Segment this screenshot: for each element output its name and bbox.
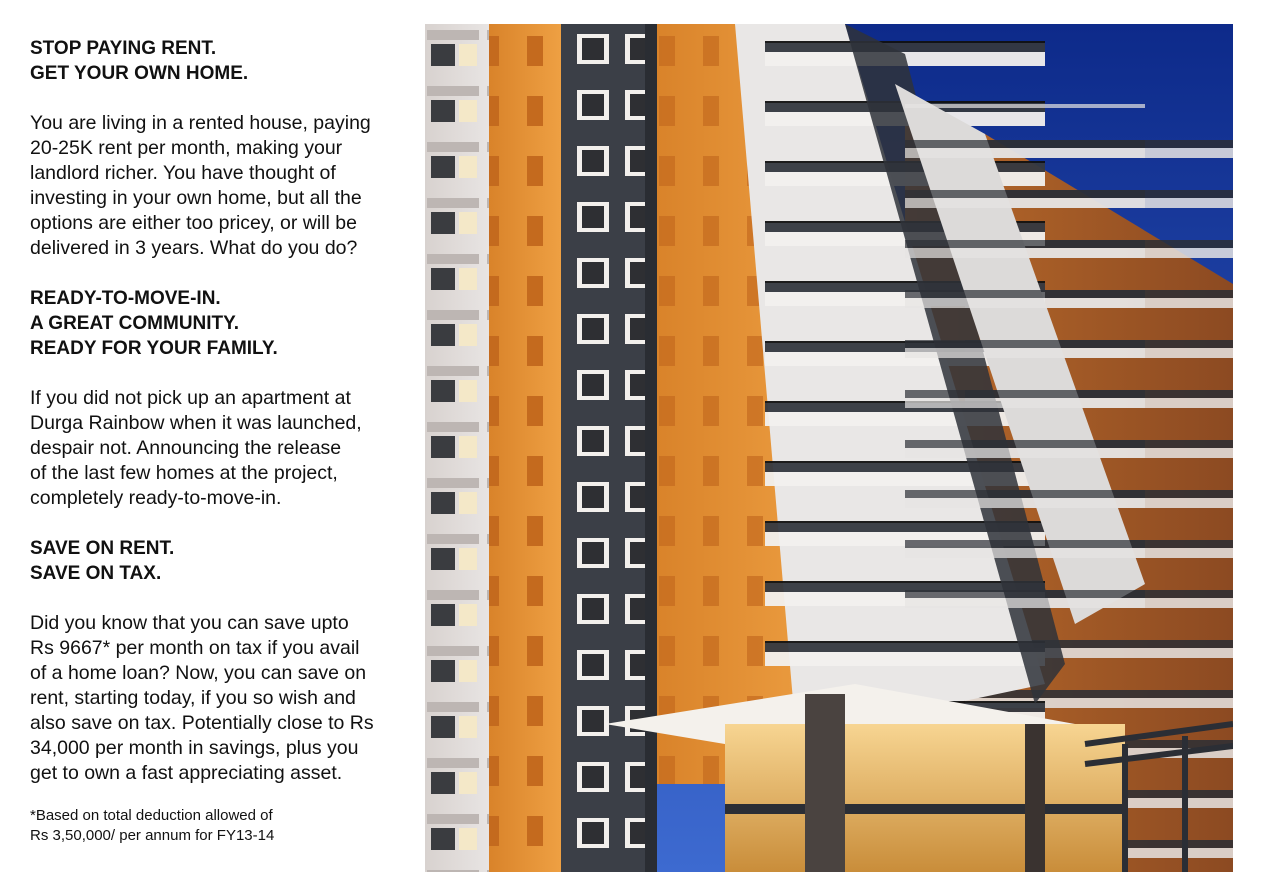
paragraph-durga-rainbow [30, 386, 410, 511]
building-photo [425, 24, 1233, 872]
paragraph-savings [30, 611, 410, 786]
paragraph-line: despair not. Announcing the release [30, 437, 342, 459]
text-column [30, 36, 410, 846]
footnote-line: Rs 3,50,000/ per annum for FY13-14 [30, 827, 275, 844]
paragraph-line: completely ready-to-move-in. [30, 487, 282, 509]
paragraph-line: landlord richer. You have thought of [30, 162, 336, 184]
paragraph-line: 20-25K rent per month, making your [30, 137, 343, 159]
paragraph-line: Did you know that you can save upto [30, 612, 349, 634]
paragraph-line: Durga Rainbow when it was launched, [30, 412, 362, 434]
heading-line: SAVE ON RENT. [30, 538, 175, 559]
apartment-building-illustration [425, 24, 1233, 872]
footnote [30, 806, 410, 846]
paragraph-line: of the last few homes at the project, [30, 462, 338, 484]
paragraph-line: 34,000 per month in savings, plus you [30, 737, 359, 759]
paragraph-line: get to own a fast appreciating asset. [30, 762, 343, 784]
heading-line: READY-TO-MOVE-IN. [30, 288, 221, 309]
heading-line: A GREAT COMMUNITY. [30, 313, 239, 334]
heading-save-on-rent-tax [30, 536, 410, 586]
heading-line: STOP PAYING RENT. [30, 38, 217, 59]
paragraph-rent [30, 111, 410, 261]
heading-line: GET YOUR OWN HOME. [30, 63, 249, 84]
paragraph-line: Rs 9667* per month on tax if you avail [30, 637, 360, 659]
paragraph-line: rent, starting today, if you so wish and [30, 687, 356, 709]
paragraph-line: delivered in 3 years. What do you do? [30, 237, 358, 259]
heading-stop-paying-rent [30, 36, 410, 86]
heading-line: SAVE ON TAX. [30, 563, 162, 584]
footnote-line: *Based on total deduction allowed of [30, 807, 273, 824]
paragraph-line: of a home loan? Now, you can save on [30, 662, 367, 684]
heading-ready-to-move-in [30, 286, 410, 361]
paragraph-line: investing in your own home, but all the [30, 187, 362, 209]
paragraph-line: If you did not pick up an apartment at [30, 387, 351, 409]
paragraph-line: You are living in a rented house, paying [30, 112, 371, 134]
paragraph-line: options are either too pricey, or will be [30, 212, 357, 234]
paragraph-line: also save on tax. Potentially close to Rs [30, 712, 374, 734]
heading-line: READY FOR YOUR FAMILY. [30, 338, 278, 359]
